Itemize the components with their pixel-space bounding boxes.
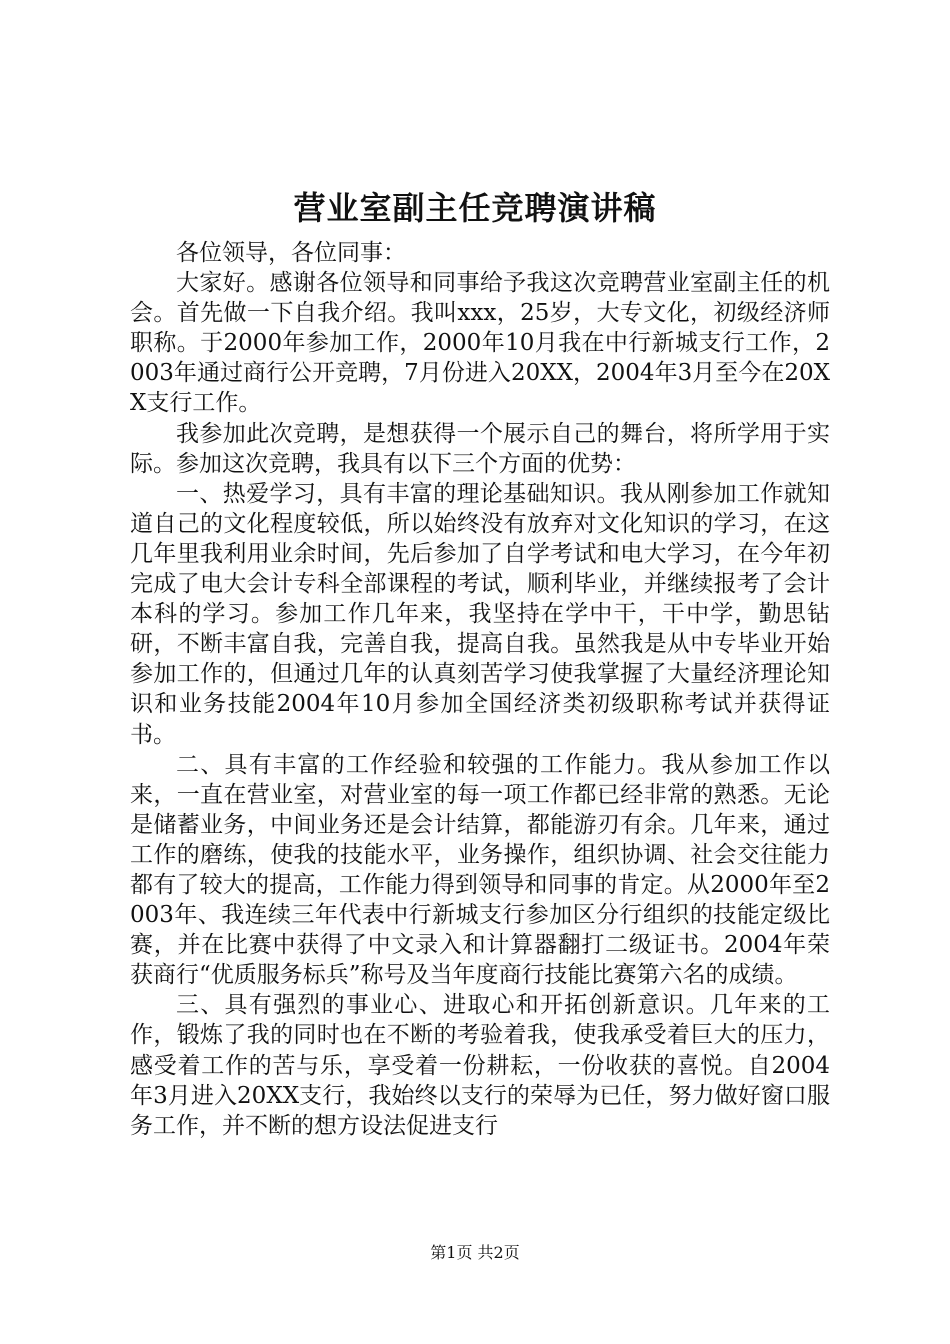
advantage-one-paragraph: 一、热爱学习，具有丰富的理论基础知识。我从刚参加工作就知道自己的文化程度较低，所以始终没有放弃对文化知识的学习，在这几年里我利用业余时间，先后参加了自学考试和电大学习，在今年初完成了电大会计专科全部课程的考试，顺利毕业，并继续报考了会计本科的学习。参加工作几年来，我坚持在学中干，干中学，勤思钻研，不断丰富自我，完善自我，提高自我。虽然我是从中专毕业开始参加工作的，但通过几年的认真刻苦学习使我掌握了大量经济理论知识和业务技能2004年10月参加全国经济类初级职称考试并获得证书。 — [130, 480, 830, 748]
document-body — [130, 238, 830, 1141]
introduction-paragraph: 大家好。感谢各位领导和同事给予我这次竞聘营业室副主任的机会。首先做一下自我介绍。我叫xxx，25岁，大专文化，初级经济师职称。于2000年参加工作，2000年10月我在中行新城支行工作，2003年通过商行公开竞聘，7月份进入20XX，2004年3月至今在20XX支行工作。 — [130, 270, 830, 417]
salutation-paragraph: 各位领导，各位同事： — [176, 240, 406, 266]
motivation-paragraph: 我参加此次竞聘，是想获得一个展示自己的舞台，将所学用于实际。参加这次竞聘，我具有以下三个方面的优势： — [130, 420, 830, 477]
advantage-three-paragraph: 三、具有强烈的事业心、进取心和开拓创新意识。几年来的工作，锻炼了我的同时也在不断的考验着我，使我承受着巨大的压力，感受着工作的苦与乐，享受着一份耕耘，一份收获的喜悦。自2004年3月进入20XX支行，我始终以支行的荣辱为已任，努力做好窗口服务工作，并不断的想方设法促进支行 — [130, 992, 830, 1139]
page-number-footer: 第1页 共2页 — [430, 1243, 520, 1262]
document-title: 营业室副主任竞聘演讲稿 — [293, 189, 657, 227]
advantage-two-paragraph: 二、具有丰富的工作经验和较强的工作能力。我从参加工作以来，一直在营业室，对营业室的每一项工作都已经非常的熟悉。无论是储蓄业务，中间业务还是会计结算，都能游刃有余。几年来，通过工作的磨练，使我的技能水平，业务操作，组织协调、社会交往能力都有了较大的提高，工作能力得到领导和同事的肯定。从2000年至2003年、我连续三年代表中行新城支行参加区分行组织的技能定级比赛，并在比赛中获得了中文录入和计算器翻打二级证书。2004年荣获商行“优质服务标兵”称号及当年度商行技能比赛第六名的成绩。 — [130, 751, 830, 989]
